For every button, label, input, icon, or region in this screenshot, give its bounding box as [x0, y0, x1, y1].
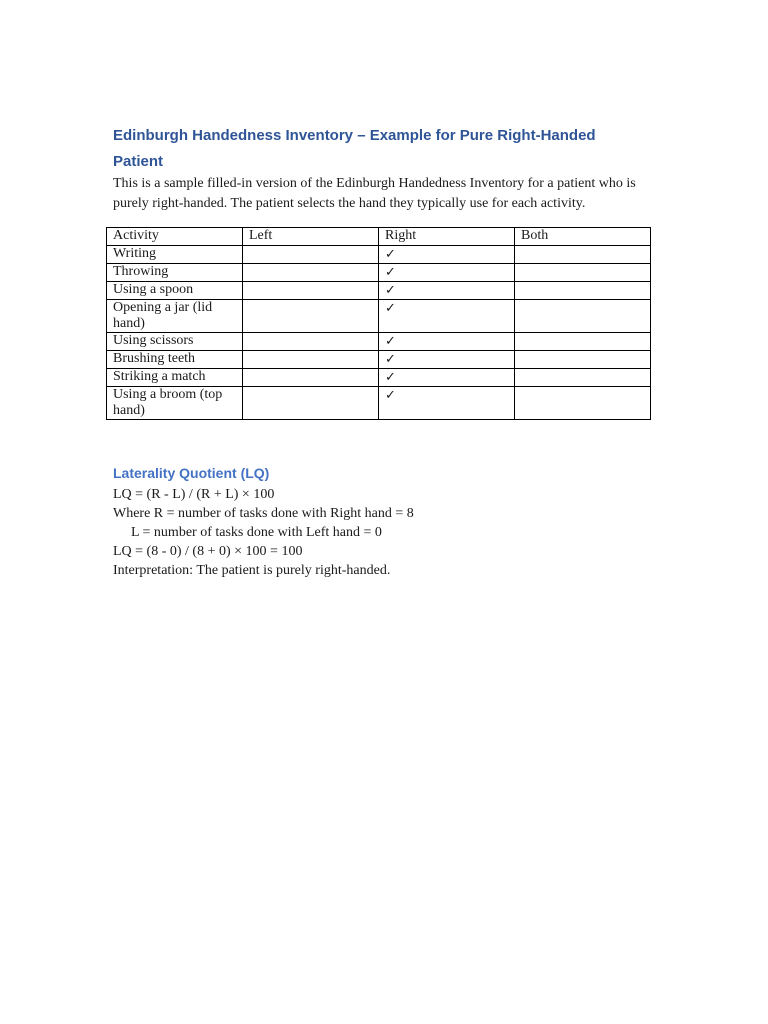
both-cell	[515, 387, 651, 420]
left-cell	[243, 246, 379, 264]
header-both: Both	[515, 228, 651, 246]
header-left: Left	[243, 228, 379, 246]
header-activity: Activity	[107, 228, 243, 246]
both-cell	[515, 351, 651, 369]
lq-interpretation: Interpretation: The patient is purely right-handed.	[113, 563, 391, 578]
table-row	[107, 333, 651, 351]
left-cell	[243, 351, 379, 369]
handedness-table	[106, 227, 651, 420]
activity-cell: Throwing	[107, 264, 243, 282]
activity-cell: Opening a jar (lid hand)	[107, 300, 243, 333]
lq-calculation: LQ = (8 - 0) / (8 + 0) × 100 = 100	[113, 544, 303, 559]
right-check-icon: ✓	[379, 282, 515, 300]
both-cell	[515, 264, 651, 282]
table-row	[107, 282, 651, 300]
right-check-icon: ✓	[379, 351, 515, 369]
table-row	[107, 387, 651, 420]
header-right: Right	[379, 228, 515, 246]
table-row	[107, 369, 651, 387]
table-row	[107, 300, 651, 333]
right-check-icon: ✓	[379, 264, 515, 282]
table-row	[107, 246, 651, 264]
right-check-icon: ✓	[379, 300, 515, 333]
table-header-row	[107, 228, 651, 246]
lq-heading: Laterality Quotient (LQ)	[113, 465, 270, 481]
activity-cell: Using a broom (top hand)	[107, 387, 243, 420]
activity-cell: Striking a match	[107, 369, 243, 387]
right-check-icon: ✓	[379, 387, 515, 420]
activity-cell: Using a spoon	[107, 282, 243, 300]
both-cell	[515, 333, 651, 351]
activity-cell: Brushing teeth	[107, 351, 243, 369]
intro-paragraph: This is a sample filled-in version of the Edinburgh Handedness Inventory for a patient who is purely right-handed. The patient selects the hand they typically use for each activity.	[113, 176, 636, 211]
both-cell	[515, 369, 651, 387]
right-check-icon: ✓	[379, 369, 515, 387]
left-cell	[243, 369, 379, 387]
lq-formula: LQ = (R - L) / (R + L) × 100	[113, 487, 275, 502]
left-cell	[243, 282, 379, 300]
left-cell	[243, 300, 379, 333]
right-check-icon: ✓	[379, 246, 515, 264]
activity-cell: Using scissors	[107, 333, 243, 351]
both-cell	[515, 282, 651, 300]
left-cell	[243, 264, 379, 282]
table-row	[107, 351, 651, 369]
right-check-icon: ✓	[379, 333, 515, 351]
lq-where-l: L = number of tasks done with Left hand = 0	[131, 525, 382, 540]
both-cell	[515, 300, 651, 333]
table-row	[107, 264, 651, 282]
left-cell	[243, 333, 379, 351]
lq-formula-block	[113, 485, 658, 580]
lq-where-r: Where R = number of tasks done with Right hand = 8	[113, 506, 414, 521]
activity-cell: Writing	[107, 246, 243, 264]
left-cell	[243, 387, 379, 420]
both-cell	[515, 246, 651, 264]
document-title: Edinburgh Handedness Inventory – Example for Pure Right-Handed Patient	[113, 127, 596, 170]
